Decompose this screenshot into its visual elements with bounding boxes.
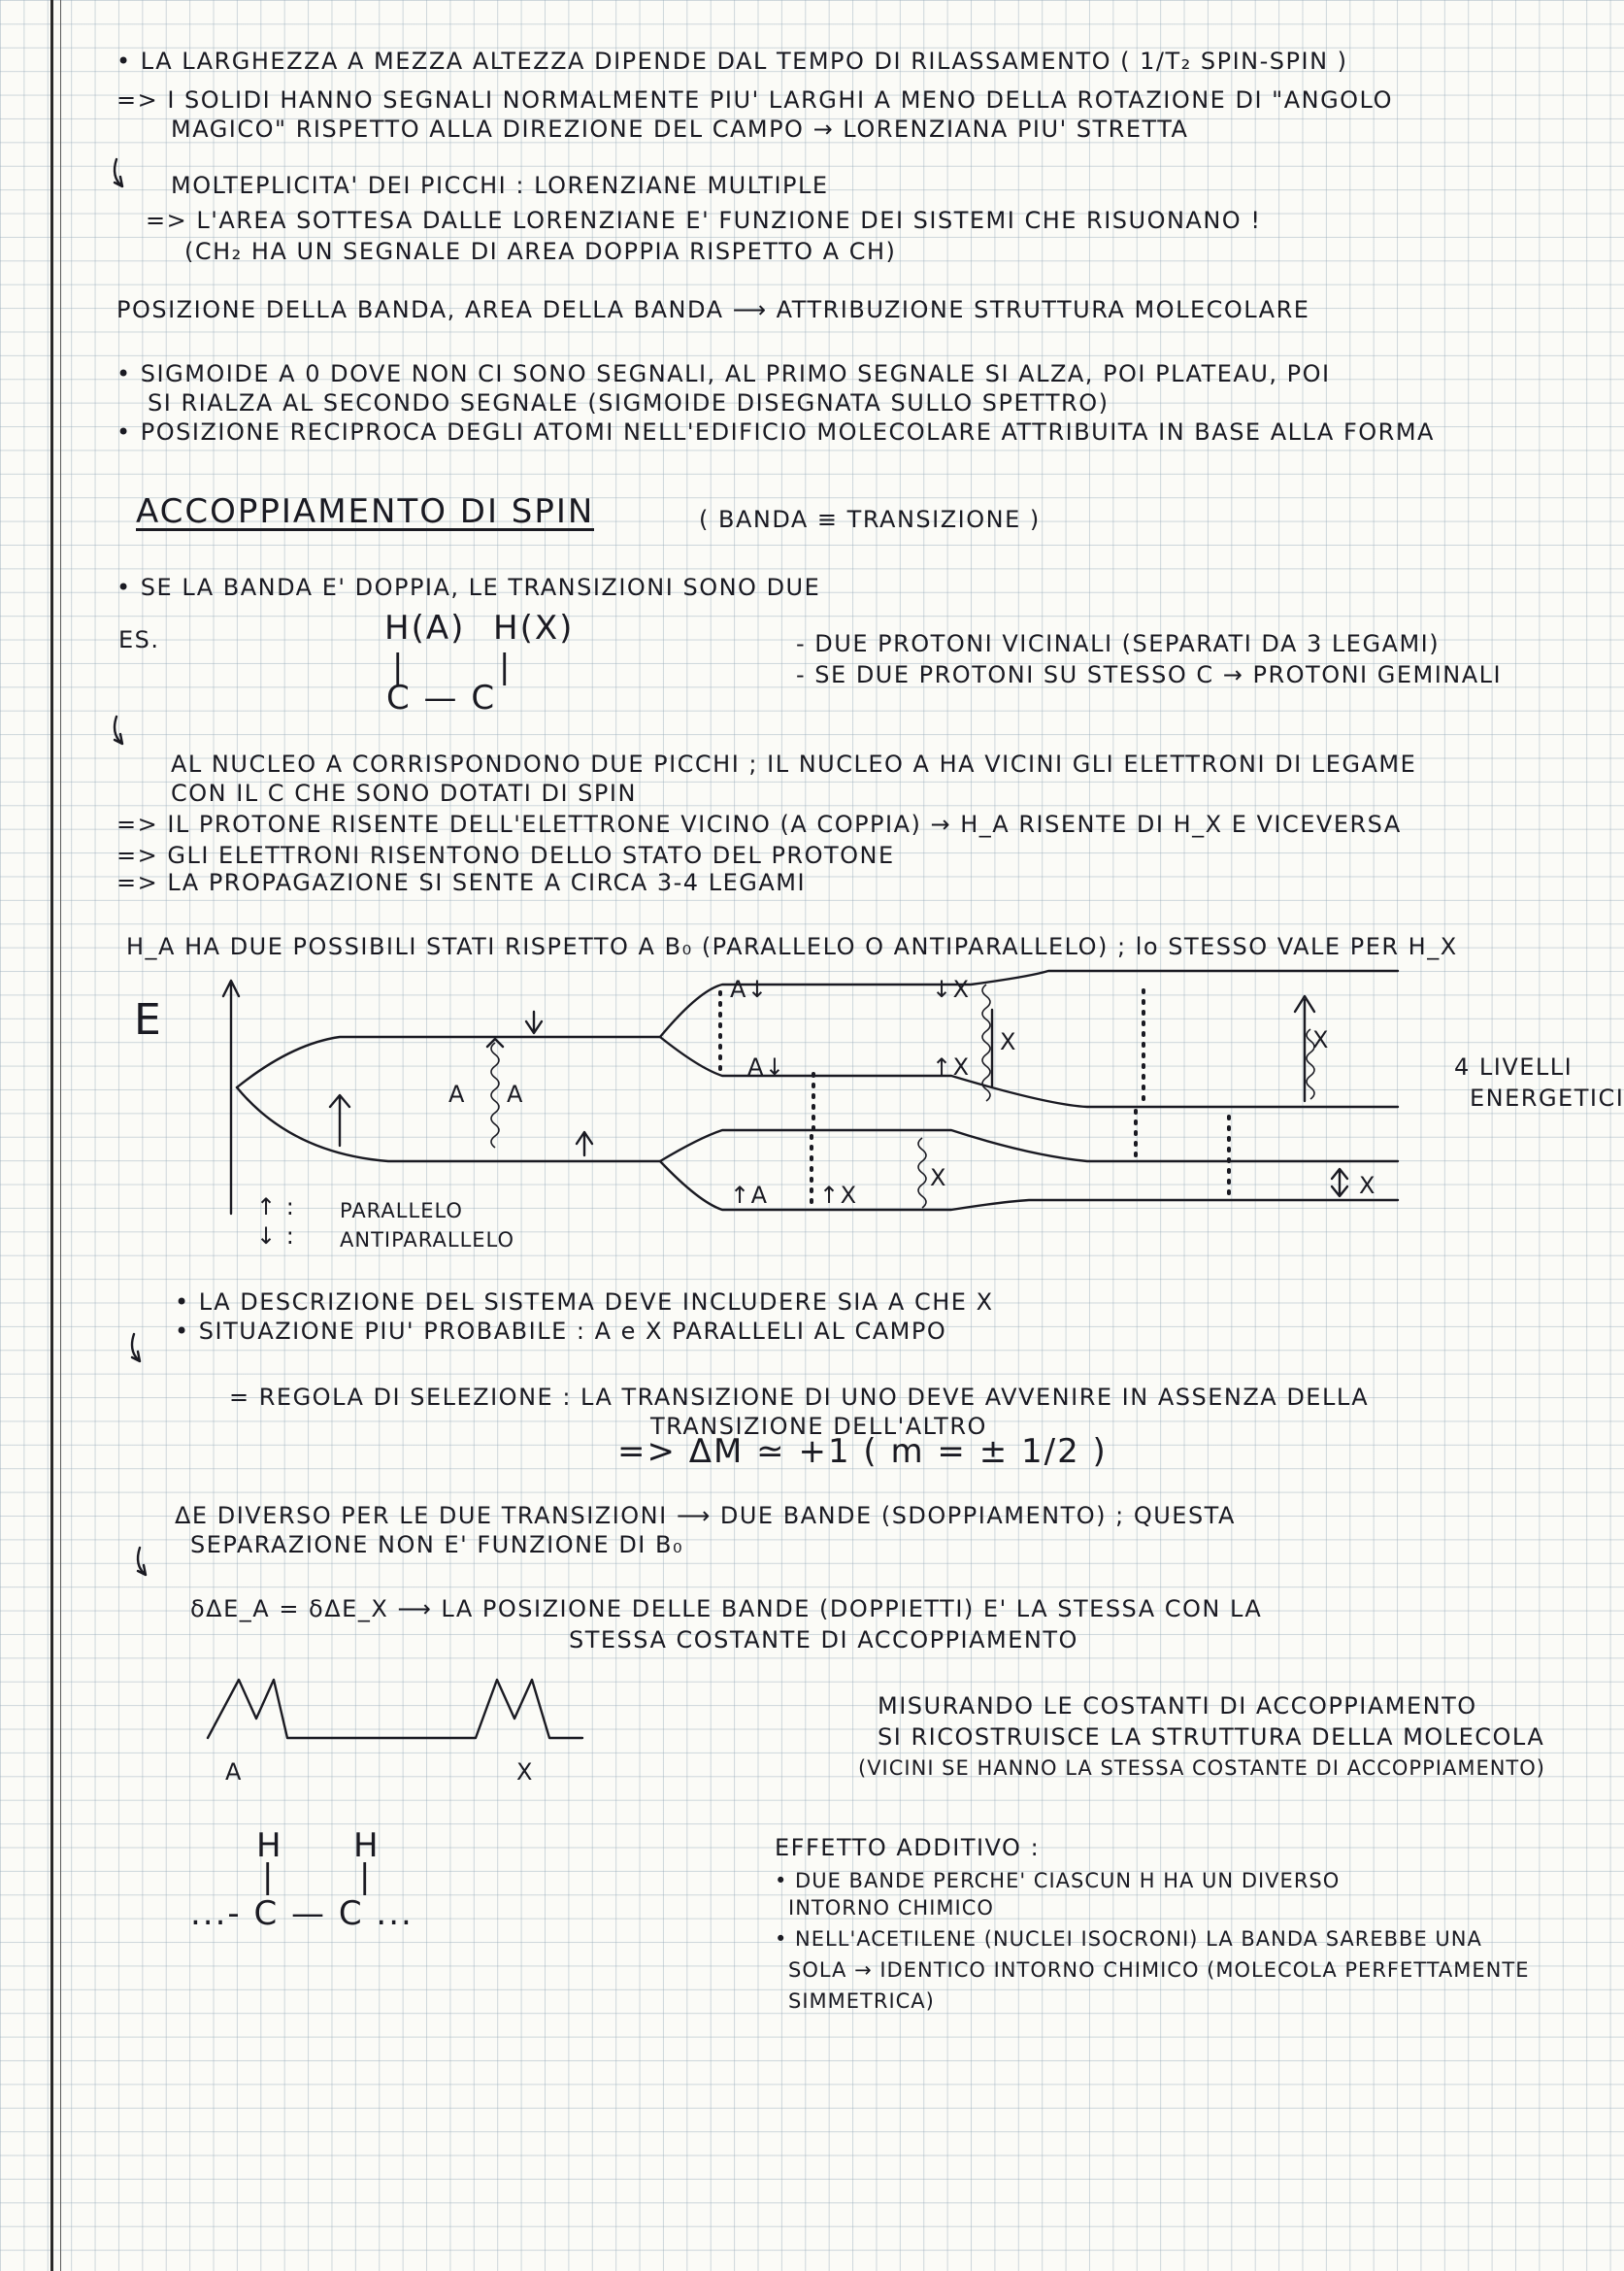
- note-line: TRANSIZIONE DELL'ALTRO: [650, 1413, 987, 1440]
- diagram-label-A: A: [448, 1081, 466, 1108]
- note-line: SI RICOSTRUISCE LA STRUTTURA DELLA MOLECOLA: [878, 1723, 1545, 1751]
- molecule2-bond: |: [359, 1857, 373, 1896]
- note-line: MISURANDO LE COSTANTI DI ACCOPPIAMENTO: [878, 1692, 1477, 1720]
- note-line: • SITUAZIONE PIU' PROBABILE : A e X PARALLELI AL CAMPO: [175, 1318, 947, 1345]
- note-line: MAGICO" RISPETTO ALLA DIREZIONE DEL CAMPO → LORENZIANA PIU' STRETTA: [171, 116, 1189, 143]
- note-line: • SE LA BANDA E' DOPPIA, LE TRANSIZIONI SONO DUE: [116, 574, 821, 601]
- note-line: EFFETTO ADDITIVO :: [775, 1834, 1041, 1861]
- legend-antiparallel-symbol: ↓ :: [256, 1222, 296, 1250]
- molecule-h-x: H(X): [493, 609, 575, 648]
- note-line: (CH₂ HA UN SEGNALE DI AREA DOPPIA RISPETTO A CH): [184, 238, 897, 265]
- note-line: - SE DUE PROTONI SU STESSO C → PROTONI GEMINALI: [796, 661, 1503, 688]
- energy-axis-label: E: [134, 995, 163, 1045]
- example-label: ES.: [118, 626, 160, 653]
- diagram-label-A: A: [507, 1081, 524, 1108]
- molecule-bond: |: [392, 648, 406, 686]
- note-line: => I SOLIDI HANNO SEGNALI NORMALMENTE PIU' LARGHI A MENO DELLA ROTAZIONE DI "ANGOLO: [116, 86, 1393, 114]
- molecule2-bond: |: [262, 1857, 276, 1896]
- note-line: => IL PROTONE RISENTE DELL'ELETTRONE VICINO (A COPPIA) → H_A RISENTE DI H_X E VICEVERSA: [116, 811, 1402, 838]
- note-line: • LA DESCRIZIONE DEL SISTEMA DEVE INCLUDERE SIA A CHE X: [175, 1288, 994, 1316]
- note-line: => LA PROPAGAZIONE SI SENTE A CIRCA 3-4 LEGAMI: [116, 869, 807, 896]
- diagram-label-X: X: [1359, 1172, 1376, 1199]
- diagram-label-X: X: [930, 1164, 947, 1191]
- note-line: (VICINI SE HANNO LA STESSA COSTANTE DI ACCOPPIAMENTO): [858, 1756, 1545, 1780]
- molecule-chain: C — C: [386, 679, 497, 718]
- note-line: SEPARAZIONE NON E' FUNZIONE DI B₀: [190, 1531, 684, 1558]
- note-line: AL NUCLEO A CORRISPONDONO DUE PICCHI ; IL NUCLEO A HA VICINI GLI ELETTRONI DI LEGAME: [171, 751, 1417, 778]
- note-line: SIMMETRICA): [788, 1989, 935, 2013]
- levels-label: ENERGETICI: [1470, 1085, 1624, 1112]
- note-line: = REGOLA DI SELEZIONE : LA TRANSIZIONE DI UNO DEVE AVVENIRE IN ASSENZA DELLA: [229, 1384, 1370, 1411]
- note-line: => L'AREA SOTTESA DALLE LORENZIANE E' FUNZIONE DEI SISTEMI CHE RISUONANO !: [146, 207, 1262, 234]
- note-line: • DUE BANDE PERCHE' CIASCUN H HA UN DIVERSO: [775, 1869, 1341, 1892]
- legend-parallel: PARALLELO: [340, 1199, 463, 1222]
- note-line: - DUE PROTONI VICINALI (SEPARATI DA 3 LEGAMI): [796, 630, 1441, 657]
- note-line: • NELL'ACETILENE (NUCLEI ISOCRONI) LA BANDA SAREBBE UNA: [775, 1927, 1482, 1951]
- note-line: => GLI ELETTRONI RISENTONO DELLO STATO DEL PROTONE: [116, 842, 895, 869]
- levels-label: 4 LIVELLI: [1454, 1053, 1574, 1081]
- note-line: CON IL C CHE SONO DOTATI DI SPIN: [171, 780, 637, 807]
- note-line: STESSA COSTANTE DI ACCOPPIAMENTO: [569, 1626, 1078, 1653]
- molecule2-h: H: [353, 1826, 381, 1865]
- note-line: ΔE DIVERSO PER LE DUE TRANSIZIONI ⟶ DUE BANDE (SDOPPIAMENTO) ; QUESTA: [175, 1502, 1236, 1529]
- note-line: SI RIALZA AL SECONDO SEGNALE (SIGMOIDE DISEGNATA SULLO SPETTRO): [148, 389, 1110, 417]
- molecule2-chain: ...- C — C ...: [190, 1894, 414, 1933]
- diagram-label-A-down: A↓: [747, 1053, 786, 1081]
- note-line: • LA LARGHEZZA A MEZZA ALTEZZA DIPENDE DAL TEMPO DI RILASSAMENTO ( 1/T₂ SPIN-SPIN ): [116, 48, 1348, 75]
- note-line: • POSIZIONE RECIPROCA DEGLI ATOMI NELL'EDIFICIO MOLECOLARE ATTRIBUITA IN BASE ALLA FORMA: [116, 418, 1435, 446]
- diagram-label-A-down: A↓: [730, 976, 769, 1003]
- legend-antiparallel: ANTIPARALLELO: [340, 1228, 515, 1252]
- spectrum-peak-X: X: [516, 1758, 534, 1786]
- diagram-label-up-A: ↑A: [730, 1182, 769, 1209]
- molecule-h-a: H(A): [384, 609, 466, 648]
- note-line: • SIGMOIDE A 0 DOVE NON CI SONO SEGNALI, AL PRIMO SEGNALE SI ALZA, POI PLATEAU, POI: [116, 360, 1331, 387]
- diagram-label-X: X: [1000, 1028, 1017, 1055]
- note-line: SOLA → IDENTICO INTORNO CHIMICO (MOLECOLA PERFETTAMENTE: [788, 1958, 1530, 1982]
- legend-parallel-symbol: ↑ :: [256, 1193, 296, 1220]
- note-line: MOLTEPLICITA' DEI PICCHI : LORENZIANE MULTIPLE: [171, 172, 829, 199]
- note-line: H_A HA DUE POSSIBILI STATI RISPETTO A B₀ (PARALLELO O ANTIPARALLELO) ; lo STESSO VALE PER H_X: [126, 933, 1458, 960]
- coupling-equation: δΔE_A = δΔE_X ⟶ LA POSIZIONE DELLE BANDE (DOPPIETTI) E' LA STESSA CON LA: [190, 1595, 1263, 1622]
- heading-note: ( BANDA ≡ TRANSIZIONE ): [699, 506, 1041, 533]
- delta-m-formula: => ΔM ≃ +1 ( m = ± 1/2 ): [617, 1432, 1108, 1471]
- section-heading: ACCOPPIAMENTO DI SPIN: [136, 492, 595, 531]
- spectrum-peak-A: A: [225, 1758, 243, 1786]
- diagram-label-up-X: ↑X: [819, 1182, 858, 1209]
- note-line: INTORNO CHIMICO: [788, 1896, 994, 1920]
- molecule-bond: |: [499, 648, 513, 686]
- diagram-label-up-X: ↑X: [932, 1053, 971, 1081]
- note-line: POSIZIONE DELLA BANDA, AREA DELLA BANDA ⟶ ATTRIBUZIONE STRUTTURA MOLECOLARE: [116, 296, 1310, 323]
- diagram-label-X: X: [1312, 1026, 1330, 1053]
- molecule2-h: H: [256, 1826, 283, 1865]
- diagram-label-down-X: ↓X: [932, 976, 971, 1003]
